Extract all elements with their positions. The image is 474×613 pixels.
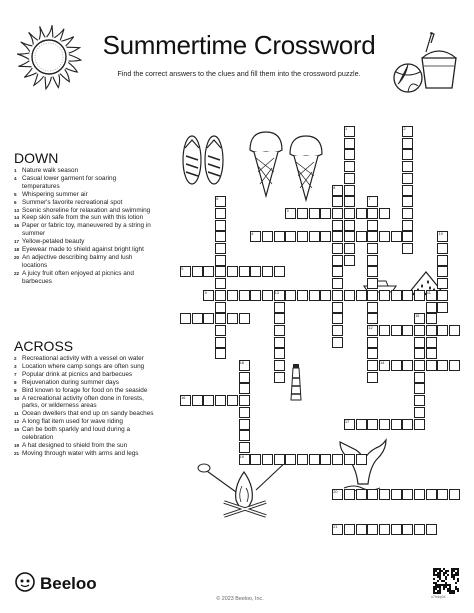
grid-cell[interactable] (391, 489, 402, 500)
grid-cell[interactable] (332, 243, 343, 254)
grid-cell[interactable] (215, 325, 226, 336)
grid-cell[interactable] (274, 348, 285, 359)
grid-cell[interactable] (274, 360, 285, 371)
grid-cell[interactable] (239, 395, 250, 406)
grid-cell[interactable] (402, 208, 413, 219)
grid-cell-number: 11 (426, 290, 431, 295)
grid-cell[interactable] (215, 278, 226, 289)
grid-cell[interactable] (332, 196, 343, 207)
grid-cell[interactable] (344, 185, 355, 196)
down-clue (14, 246, 154, 254)
grid-cell[interactable] (344, 243, 355, 254)
across-clue (14, 379, 154, 387)
grid-cell[interactable] (250, 454, 261, 465)
grid-cell[interactable] (344, 138, 355, 149)
grid-cell[interactable] (285, 231, 296, 242)
qr-caption: x7hdq94 (431, 595, 446, 599)
grid-cell[interactable] (414, 524, 425, 535)
grid-cell[interactable] (426, 302, 437, 313)
grid-cell[interactable] (239, 372, 250, 383)
qr-code-icon (433, 568, 459, 594)
grid-cell[interactable] (437, 266, 448, 277)
grid-cell-number: 19 (239, 454, 244, 459)
grid-cell-number: 12 (368, 325, 373, 330)
grid-cell[interactable] (402, 196, 413, 207)
beeloo-logo-icon (15, 572, 35, 592)
grid-cell[interactable] (437, 243, 448, 254)
grid-cell[interactable] (379, 208, 390, 219)
grid-cell-number: 1 (345, 127, 348, 131)
lighthouse-icon (288, 362, 304, 402)
across-clue (14, 363, 154, 371)
clue-text: A long flat item used for wave riding (22, 418, 123, 426)
across-clue (14, 418, 154, 426)
across-clue-list (14, 355, 154, 458)
grid-cell[interactable] (449, 360, 460, 371)
grid-cell-number: 14 (380, 361, 385, 365)
grid-cell[interactable] (414, 325, 425, 336)
grid-cell[interactable] (437, 360, 448, 371)
down-clue (14, 199, 154, 207)
grid-cell[interactable] (274, 302, 285, 313)
grid-cell-number: 18 (239, 361, 244, 365)
grid-cell[interactable] (356, 290, 367, 301)
grid-cell[interactable] (414, 360, 425, 371)
grid-cell[interactable] (262, 266, 273, 277)
grid-cell[interactable] (215, 302, 226, 313)
clue-text: Yellow-petaled beauty (22, 238, 85, 246)
grid-cell[interactable] (215, 337, 226, 348)
across-clue (14, 371, 154, 379)
grid-cell[interactable] (215, 395, 226, 406)
across-clue (14, 355, 154, 363)
across-clue (14, 387, 154, 395)
grid-cell[interactable] (402, 419, 413, 430)
grid-cell[interactable] (332, 220, 343, 231)
grid-cell[interactable] (274, 454, 285, 465)
clue-number: 9 (14, 387, 17, 393)
grid-cell-number: 3 (286, 208, 289, 213)
grid-cell[interactable] (391, 360, 402, 371)
grid-cell[interactable] (215, 243, 226, 254)
grid-cell[interactable] (449, 325, 460, 336)
grid-cell[interactable] (344, 161, 355, 172)
grid-cell[interactable] (402, 360, 413, 371)
grid-cell[interactable] (180, 313, 191, 324)
across-heading: ACROSS (14, 338, 74, 354)
grid-cell[interactable] (356, 489, 367, 500)
grid-cell[interactable] (437, 290, 448, 301)
clue-text: Ocean dwellers that end up on sandy beaches (22, 410, 154, 418)
grid-cell[interactable] (309, 454, 320, 465)
grid-cell[interactable] (203, 313, 214, 324)
flip-flops-icon (180, 134, 228, 188)
clue-text: Recreational activity with a vessel on water (22, 355, 144, 362)
grid-cell[interactable] (215, 255, 226, 266)
grid-cell[interactable] (203, 266, 214, 277)
instructions: Find the correct answers to the clues and fill them into the crossword puzzle. (117, 69, 361, 78)
across-clue (14, 442, 154, 450)
grid-cell[interactable] (414, 290, 425, 301)
grid-cell[interactable] (262, 290, 273, 301)
grid-cell[interactable] (332, 231, 343, 242)
clue-text: Scenic shoreline for relaxation and swimming (22, 206, 151, 214)
page-title: Summertime Crossword (102, 30, 376, 60)
clue-number: 1 (14, 168, 17, 173)
grid-cell-number: 20 (333, 489, 338, 494)
ice-cream-icon (246, 128, 326, 204)
clue-number: 13 (14, 207, 20, 213)
grid-cell[interactable] (402, 231, 413, 242)
grid-cell[interactable] (344, 220, 355, 231)
grid-cell[interactable] (239, 442, 250, 453)
grid-cell[interactable] (215, 290, 226, 301)
grid-cell-number: 15 (415, 314, 420, 319)
sun-icon (14, 22, 84, 92)
clue-text: Can be both sparkly and loud during a celebration (22, 426, 131, 442)
grid-cell[interactable] (309, 208, 320, 219)
clue-number: 12 (14, 419, 20, 425)
grid-cell[interactable] (426, 524, 437, 535)
down-clue (14, 167, 154, 175)
grid-cell[interactable] (344, 290, 355, 301)
grid-cell-number: 21 (333, 524, 338, 529)
clue-number: 20 (14, 254, 20, 260)
clue-number: 19 (14, 442, 20, 448)
grid-cell[interactable] (379, 325, 390, 336)
grid-cell-number: 5 (181, 267, 184, 272)
grid-cell[interactable] (437, 489, 448, 500)
grid-cell[interactable] (426, 325, 437, 336)
grid-cell[interactable] (239, 419, 250, 430)
grid-cell[interactable] (367, 348, 378, 359)
grid-cell[interactable] (192, 395, 203, 406)
grid-cell[interactable] (437, 302, 448, 313)
grid-cell[interactable] (192, 313, 203, 324)
grid-cell[interactable] (391, 524, 402, 535)
down-clue (14, 238, 154, 246)
grid-cell[interactable] (402, 290, 413, 301)
down-clue (14, 222, 154, 238)
grid-cell[interactable] (320, 290, 331, 301)
grid-cell[interactable] (367, 302, 378, 313)
grid-cell[interactable] (414, 372, 425, 383)
grid-cell[interactable] (215, 231, 226, 242)
grid-cell[interactable] (379, 290, 390, 301)
clue-number: 4 (14, 175, 17, 181)
grid-cell[interactable] (391, 325, 402, 336)
grid-cell[interactable] (437, 278, 448, 289)
grid-cell[interactable] (367, 337, 378, 348)
grid-cell[interactable] (297, 290, 308, 301)
grid-cell[interactable] (367, 220, 378, 231)
grid-cell[interactable] (297, 208, 308, 219)
grid-cell[interactable] (344, 454, 355, 465)
clue-text: Bird known to forage for food on the seaside (22, 386, 148, 394)
grid-cell[interactable] (215, 208, 226, 219)
clue-text: Paper or fabric toy, maneuvered by a string in summer (22, 222, 151, 238)
grid-cell[interactable] (250, 290, 261, 301)
down-clue (14, 214, 154, 222)
down-clue (14, 175, 154, 191)
grid-cell[interactable] (227, 290, 238, 301)
clue-number: 2 (14, 356, 17, 361)
grid-cell[interactable] (344, 208, 355, 219)
clue-text: Nature walk season (22, 167, 79, 174)
clue-text: A juicy fruit often enjoyed at picnics and barbecues (22, 269, 134, 285)
clue-number: 18 (14, 247, 20, 253)
clue-text: A hat designed to shield from the sun (22, 441, 128, 449)
across-clue (14, 450, 154, 458)
grid-cell[interactable] (320, 231, 331, 242)
grid-cell[interactable] (367, 489, 378, 500)
brand-name: Beeloo (40, 574, 97, 593)
clue-number: 16 (14, 223, 20, 229)
grid-cell[interactable] (332, 302, 343, 313)
grid-cell[interactable] (344, 524, 355, 535)
grid-cell[interactable] (367, 243, 378, 254)
grid-cell[interactable] (367, 524, 378, 535)
grid-cell[interactable] (344, 231, 355, 242)
clue-number: 3 (14, 363, 17, 369)
grid-cell[interactable] (320, 454, 331, 465)
grid-cell[interactable] (332, 337, 343, 348)
down-clue (14, 254, 154, 270)
clue-number: 10 (14, 395, 20, 401)
grid-cell[interactable] (332, 290, 343, 301)
clue-number: 17 (14, 239, 20, 245)
grid-cell[interactable] (320, 208, 331, 219)
across-clue (14, 410, 154, 418)
grid-cell[interactable] (274, 231, 285, 242)
grid-cell[interactable] (367, 290, 378, 301)
grid-cell[interactable] (414, 489, 425, 500)
grid-cell[interactable] (402, 149, 413, 160)
grid-cell[interactable] (239, 266, 250, 277)
grid-cell[interactable] (402, 185, 413, 196)
grid-cell[interactable] (402, 220, 413, 231)
grid-cell[interactable] (426, 337, 437, 348)
grid-cell[interactable] (332, 208, 343, 219)
grid-cell[interactable] (239, 430, 250, 441)
grid-cell[interactable] (332, 278, 343, 289)
grid-cell-number: 13 (274, 290, 280, 295)
grid-cell[interactable] (344, 489, 355, 500)
grid-cell[interactable] (285, 454, 296, 465)
grid-cell[interactable] (402, 524, 413, 535)
grid-cell[interactable] (274, 372, 285, 383)
grid-cell[interactable] (391, 290, 402, 301)
grid-cell[interactable] (285, 290, 296, 301)
grid-cell[interactable] (250, 266, 261, 277)
grid-cell[interactable] (391, 231, 402, 242)
grid-cell[interactable] (426, 313, 437, 324)
grid-cell[interactable] (379, 231, 390, 242)
grid-cell[interactable] (215, 266, 226, 277)
grid-cell[interactable] (274, 325, 285, 336)
grid-cell[interactable] (426, 360, 437, 371)
grid-cell[interactable] (203, 395, 214, 406)
grid-cell[interactable] (215, 220, 226, 231)
clue-number: 22 (14, 270, 20, 276)
down-clue-list (14, 167, 154, 286)
clue-number: 6 (14, 199, 17, 205)
grid-cell[interactable] (309, 231, 320, 242)
grid-cell[interactable] (379, 524, 390, 535)
clue-number: 15 (14, 427, 20, 433)
clue-text: Summer's favorite recreational spot (22, 198, 123, 206)
grid-cell[interactable] (192, 266, 203, 277)
clue-number: 8 (14, 379, 17, 385)
grid-cell[interactable] (367, 255, 378, 266)
clue-number: 14 (14, 215, 20, 221)
grid-cell[interactable] (414, 419, 425, 430)
grid-cell[interactable] (367, 208, 378, 219)
down-clue (14, 270, 154, 286)
clue-text: Whispering summer air (22, 190, 88, 198)
grid-cell[interactable] (274, 313, 285, 324)
grid-cell[interactable] (426, 348, 437, 359)
grid-cell-number: 6 (216, 197, 219, 202)
grid-cell[interactable] (414, 348, 425, 359)
grid-cell[interactable] (262, 231, 273, 242)
clue-text: A recreational activity often done in forests, parks, or wilderness areas (22, 394, 144, 410)
grid-cell[interactable] (402, 243, 413, 254)
grid-cell[interactable] (402, 138, 413, 149)
grid-cell[interactable] (367, 419, 378, 430)
grid-cell[interactable] (402, 161, 413, 172)
grid-cell[interactable] (379, 419, 390, 430)
down-clue (14, 207, 154, 215)
grid-cell[interactable] (367, 266, 378, 277)
grid-cell[interactable] (379, 489, 390, 500)
grid-cell[interactable] (274, 337, 285, 348)
grid-cell[interactable] (356, 524, 367, 535)
grid-cell[interactable] (332, 454, 343, 465)
grid-cell[interactable] (391, 419, 402, 430)
across-clue (14, 426, 154, 442)
grid-cell[interactable] (344, 173, 355, 184)
clue-text: Location where camp songs are often sung (22, 362, 145, 370)
grid-cell[interactable] (227, 266, 238, 277)
clue-text: Rejuvenation during summer days (22, 378, 119, 386)
grid-cell-number: 10 (438, 232, 443, 237)
grid-cell[interactable] (215, 348, 226, 359)
grid-cell-number: 17 (345, 419, 350, 424)
clue-text: Eyewear made to shield against bright light (22, 246, 144, 254)
grid-cell[interactable] (402, 489, 413, 500)
grid-cell[interactable] (297, 231, 308, 242)
grid-cell-number: 9 (204, 290, 207, 295)
grid-cell-number: 4 (251, 232, 254, 237)
clue-text: Keep skin safe from the sun with this lotion (22, 214, 144, 222)
grid-cell[interactable] (414, 383, 425, 394)
grid-cell[interactable] (367, 313, 378, 324)
clue-text: Moving through water with arms and legs (22, 449, 139, 457)
grid-cell-number: 16 (181, 396, 186, 401)
grid-cell[interactable] (402, 173, 413, 184)
copyright: © 2023 Beeloo, Inc. (216, 596, 264, 602)
clue-number: 11 (14, 411, 19, 417)
grid-cell[interactable] (356, 419, 367, 430)
clue-text: Popular drink at picnics and barbecues (22, 370, 133, 378)
grid-cell[interactable] (449, 489, 460, 500)
grid-cell[interactable] (332, 325, 343, 336)
grid-cell[interactable] (239, 313, 250, 324)
grid-cell[interactable] (262, 454, 273, 465)
clue-number: 5 (14, 191, 17, 197)
grid-cell[interactable] (344, 149, 355, 160)
grid-cell[interactable] (309, 290, 320, 301)
grid-cell-number: 7 (368, 197, 371, 202)
grid-cell[interactable] (414, 407, 425, 418)
grid-cell[interactable] (227, 313, 238, 324)
clue-number: 7 (14, 371, 17, 377)
grid-cell[interactable] (437, 255, 448, 266)
beach-ball-icon (392, 62, 424, 94)
across-clue (14, 395, 154, 411)
grid-cell[interactable] (356, 208, 367, 219)
clue-text: Casual lower garment for soaring temperatures (22, 174, 117, 190)
grid-cell[interactable] (414, 395, 425, 406)
grid-cell[interactable] (332, 313, 343, 324)
clue-number: 21 (14, 450, 20, 456)
down-clue (14, 191, 154, 199)
clue-text: An adjective describing balmy and lush locations (22, 253, 133, 269)
grid-cell[interactable] (414, 337, 425, 348)
grid-cell[interactable] (297, 454, 308, 465)
grid-cell[interactable] (332, 255, 343, 266)
grid-cell[interactable] (367, 360, 378, 371)
grid-cell[interactable] (356, 231, 367, 242)
grid-cell[interactable] (227, 395, 238, 406)
grid-cell[interactable] (274, 266, 285, 277)
grid-cell[interactable] (344, 255, 355, 266)
grid-cell[interactable] (437, 325, 448, 336)
grid-cell[interactable] (367, 372, 378, 383)
grid-cell[interactable] (215, 313, 226, 324)
grid-cell[interactable] (239, 407, 250, 418)
grid-cell[interactable] (426, 489, 437, 500)
grid-cell[interactable] (367, 278, 378, 289)
grid-cell[interactable] (239, 290, 250, 301)
grid-cell[interactable] (344, 196, 355, 207)
grid-cell-number: 8 (333, 185, 336, 190)
grid-cell[interactable] (239, 383, 250, 394)
grid-cell[interactable] (332, 266, 343, 277)
down-heading: DOWN (14, 150, 59, 166)
grid-cell[interactable] (402, 325, 413, 336)
grid-cell-number: 2 (403, 127, 406, 131)
grid-cell[interactable] (356, 454, 367, 465)
grid-cell[interactable] (367, 231, 378, 242)
